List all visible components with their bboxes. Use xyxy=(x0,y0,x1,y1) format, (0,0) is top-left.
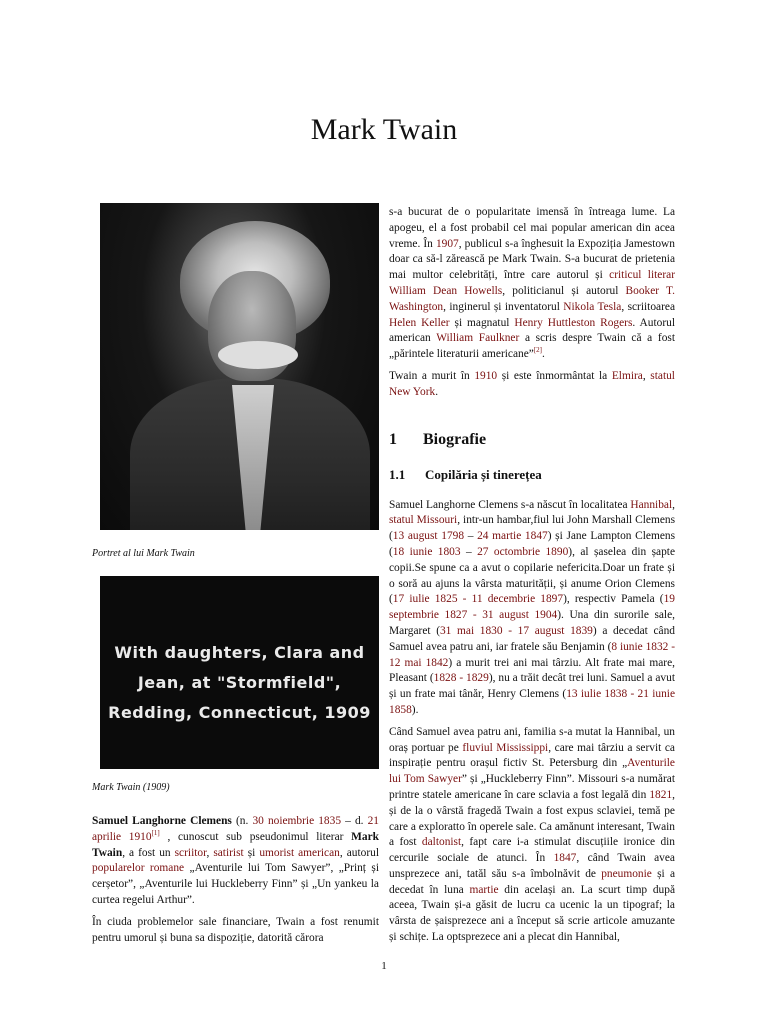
year-1907-link[interactable]: 1907 xyxy=(435,237,459,250)
childhood-paragraph xyxy=(389,498,675,719)
howells-link[interactable]: criticul literar William Dean Howells xyxy=(389,269,675,297)
hannibal-link[interactable]: Hannibal xyxy=(630,498,673,511)
text: , xyxy=(642,369,651,382)
text: „Aventurile lui Tom Sawyer”, „Prinț și cerșetor”, „Aventurile lui Huckleberry Finn” și „Un yankeu la curtea regelui Arthur”. xyxy=(92,862,379,906)
text: , inginerul și inventatorul xyxy=(443,300,564,313)
new-york-link[interactable]: statul New York xyxy=(389,369,675,398)
helen-keller-link[interactable]: Helen Keller xyxy=(389,316,450,329)
reference-1[interactable]: [1] xyxy=(151,829,160,837)
text: , publicul s-a înghesuit la Expoziția Jamestown doar ca să-l zărească pe Mark Twain. S-a bucurat de prietenia mai multor celebrități, între care autorul și xyxy=(389,237,675,282)
mississippi-link[interactable]: fluviul Mississippi xyxy=(462,741,549,754)
photo-mustache xyxy=(218,341,298,369)
text: și xyxy=(243,846,260,859)
text: și a decedat în luna xyxy=(389,867,675,896)
elmira-link[interactable]: Elmira xyxy=(611,369,643,382)
text: ) a murit trei ani mai târziu. Alt frate mai mare, Pleasant ( xyxy=(389,656,676,685)
text: – d. xyxy=(341,815,368,827)
text: , care mai târziu a servit ca inspirație pentru orașul fictiv St. Petersburg din „ xyxy=(389,741,675,770)
text: ) și Jane Lampton Clemens ( xyxy=(389,530,676,558)
date-link[interactable]: 19 septembrie 1827 - 31 august 1904 xyxy=(389,593,675,622)
text: . xyxy=(542,348,545,361)
daltonist-link[interactable]: daltonist xyxy=(421,836,462,849)
section-title: Biografie xyxy=(423,430,487,448)
text: , când Twain avea unsprezece ani, tatăl său s-a îmbolnăvit de xyxy=(389,852,675,880)
intro-paragraph xyxy=(92,814,379,909)
film-still-line: Jean, at "Stormfield", xyxy=(137,673,342,692)
date-link[interactable]: 13 iulie 1838 - 21 iunie 1858 xyxy=(389,688,675,716)
text: (n. xyxy=(231,815,253,827)
text: ) a decedat când Samuel avea patru ani, iar fratele său Benjamin ( xyxy=(389,624,675,653)
text: , politicianul și autorul xyxy=(502,284,626,297)
date-link[interactable]: 18 iunie 1803 xyxy=(392,545,461,558)
text: – xyxy=(460,545,478,558)
text: . Autorul american xyxy=(389,316,675,345)
subsection-title: Copilăria și tinerețea xyxy=(425,466,542,482)
text: ). xyxy=(411,703,419,716)
march-link[interactable]: martie xyxy=(469,883,499,896)
year-1910-link[interactable]: 1910 xyxy=(474,369,498,382)
film-still-line: Redding, Connecticut, 1909 xyxy=(108,703,371,722)
tom-sawyer-link[interactable]: Aventurile lui Tom Sawyer xyxy=(389,757,675,786)
date-link[interactable]: 13 august 1798 xyxy=(392,530,465,543)
text: și magnatul xyxy=(449,316,515,329)
popularity-paragraph xyxy=(389,205,675,363)
hannibal-paragraph xyxy=(389,725,675,946)
subject-name: Samuel Langhorne Clemens xyxy=(92,815,232,827)
text: , xyxy=(206,846,214,859)
text: , scriitoarea xyxy=(621,300,676,313)
text: și este înmormântat la xyxy=(497,369,612,382)
text: s-a bucurat de o popularitate imensă în întreaga lume. La apogeu, el a fost probabil cel mai popular american din acea vreme. În xyxy=(389,206,675,250)
reference-2[interactable]: [2] xyxy=(533,346,542,355)
date-link[interactable]: 17 iulie 1825 - 11 decembrie 1897 xyxy=(392,593,564,606)
text: ), nu a trăit decât trei luni. Samuel a avut și un frate mai tânăr, Henry Clemens ( xyxy=(389,672,675,701)
text: din același an. La scurt timp după aceea, Twain și-a găsit de lucru ca ucenic la un tipograf; la vârsta de șaisprezece ani a început să scrie articole amuzante și schițe. La optsprezece ani a plecat din Hannibal, xyxy=(389,883,675,944)
text: ), al șaselea din șapte copii.Se spune ca a avut o copilarie nefericita.Doar un frate și o soră au ajuns la vârsta maturității, și anume Orion Clemens ( xyxy=(389,545,675,606)
text: . xyxy=(435,385,439,398)
date-link[interactable]: 8 iunie 1832 - 12 mai 1842 xyxy=(389,640,675,669)
section-number: 1 xyxy=(389,430,397,448)
text: ” și „Huckleberry Finn”. Missouri s-a numărat printre statele americane în care sclavia a fost legală din xyxy=(389,773,675,801)
year-1847-link[interactable]: 1847 xyxy=(553,852,577,865)
humorist-link[interactable]: umorist american xyxy=(259,846,340,859)
birth-date-link[interactable]: 30 noiembrie 1835 xyxy=(252,815,342,827)
missouri-link[interactable]: statul Missouri xyxy=(389,514,458,527)
film-still xyxy=(100,576,379,769)
text: Samuel Langhorne Clemens s-a născut în localitatea xyxy=(389,498,631,511)
pen-name: Mark Twain xyxy=(92,830,379,859)
page-title: Mark Twain xyxy=(310,113,458,146)
rogers-link[interactable]: Henry Huttleston Rogers xyxy=(514,316,633,329)
text: , cunoscut sub pseudonimul literar xyxy=(159,830,352,843)
page-number: 1 xyxy=(381,960,387,972)
film-still-text xyxy=(100,638,379,728)
text: , autorul xyxy=(339,846,379,859)
booker-washington-link[interactable]: Booker T. Washington xyxy=(389,284,676,313)
text: , a fost un xyxy=(122,846,175,859)
text: , și de la o vârstă fragedă Twain a fost expus sclaviei, temă pe care a exploratto în operele sale. Ca amănunt interesant, Twain a fost xyxy=(389,788,675,849)
section-heading xyxy=(389,430,675,450)
text: , xyxy=(672,498,675,511)
faulkner-link[interactable]: William Faulkner xyxy=(436,332,520,345)
portrait-photo xyxy=(100,203,379,530)
subsection-heading xyxy=(389,466,675,484)
novels-link[interactable]: popularelor romane xyxy=(92,862,185,875)
portrait-caption: Portret al lui Mark Twain xyxy=(92,548,195,559)
subsection-number: 1.1 xyxy=(389,466,406,482)
nikola-tesla-link[interactable]: Nikola Tesla xyxy=(563,300,622,313)
date-link[interactable]: 27 octombrie 1890 xyxy=(477,545,569,558)
text: , fapt care i-a stimulat discuțiile ironice din cercurile sociale de atunci. În xyxy=(389,836,676,865)
left-column xyxy=(92,203,379,946)
text: ), respectiv Pamela ( xyxy=(563,593,664,606)
still-caption: Mark Twain (1909) xyxy=(92,782,170,793)
satirist-link[interactable]: satirist xyxy=(213,846,244,859)
text: Twain a murit în xyxy=(389,369,475,382)
date-link[interactable]: 31 mai 1830 - 17 august 1839 xyxy=(439,624,593,637)
text: – xyxy=(464,530,478,543)
right-column xyxy=(389,205,675,946)
pneumonia-link[interactable]: pneumonie xyxy=(601,867,652,880)
writer-link[interactable]: scriitor xyxy=(174,846,207,859)
year-1821-link[interactable]: 1821 xyxy=(649,788,673,801)
text: a scris despre Twain că a fost „părintele literaturii americane” xyxy=(389,332,675,361)
text: Când Samuel avea patru ani, familia s-a mutat la Hannibal, un oraș portuar pe xyxy=(389,725,675,754)
film-still-line: With daughters, Clara and xyxy=(114,643,365,662)
text: ). Una din surorile sale, Margaret ( xyxy=(389,609,675,637)
date-link[interactable]: 1828 - 1829 xyxy=(433,672,489,685)
death-paragraph xyxy=(389,369,675,401)
date-link[interactable]: 24 martie 1847 xyxy=(477,530,548,543)
text: , intr-un hambar,fiul lui John Marshall Clemens ( xyxy=(389,514,675,543)
death-date-link[interactable]: 21 aprilie 1910 xyxy=(92,815,379,843)
finance-paragraph: În ciuda problemelor sale financiare, Twain a fost renumit pentru umorul și buna sa dispoziție, datorită cărora xyxy=(92,915,379,944)
